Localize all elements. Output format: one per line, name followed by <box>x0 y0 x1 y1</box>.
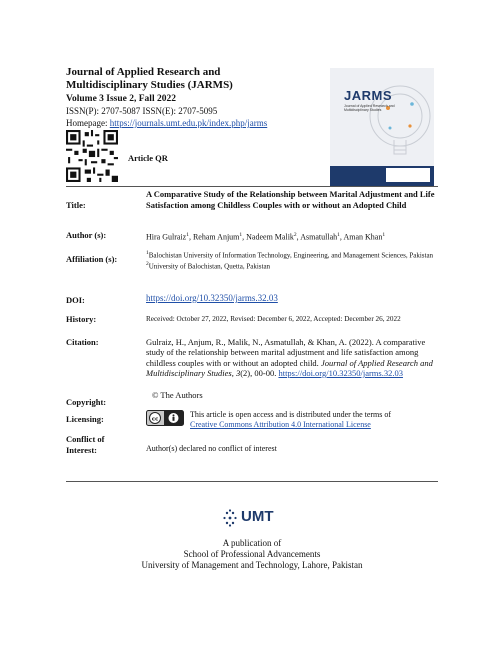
article-title: A Comparative Study of the Relationship between Marital Adjustment and Life Satisfaction among Childless Couples with or without an Adopted Child <box>146 189 435 210</box>
publisher-line-2: School of Professional Advancements <box>183 549 321 559</box>
citation-doi-link[interactable]: https://doi.org/10.32350/jarms.32.03 <box>278 367 403 378</box>
author-sup: 1 <box>239 232 243 238</box>
history-text: Received: October 27, 2022, Revised: December 6, 2022, Accepted: December 26, 2022 <box>146 315 401 323</box>
svg-text:cc: cc <box>151 416 159 423</box>
citation-journal: Journal of Applied Research and Multidisciplinary Studies <box>146 357 433 378</box>
article-qr-code <box>66 130 118 182</box>
journal-volume: Volume 3 Issue 2, Fall 2022 <box>66 94 176 104</box>
author-name: Aman Khan <box>343 232 383 242</box>
author-name: Asmatullah <box>300 232 338 242</box>
license-link[interactable]: Creative Commons Attribution 4.0 International License <box>190 420 371 429</box>
author-name: Hira Gulraiz <box>146 232 187 242</box>
author-sup: 1 <box>382 232 386 238</box>
author-sup: 1 <box>186 232 189 238</box>
journal-title: Journal of Applied Research and Multidisciplinary Studies (JARMS) <box>66 66 233 91</box>
licensing-text: This article is open access and is distributed under the terms of Creative Commons Attribution 4.0 International License <box>190 410 392 429</box>
coi-text: Author(s) declared no conflict of interest <box>146 444 277 453</box>
publisher-line-3: University of Management and Technology, Lahore, Pakistan <box>141 560 363 570</box>
homepage-link[interactable]: https://journals.umt.edu.pk/index.php/jarms <box>109 118 268 128</box>
journal-issn: ISSN(P): 2707-5087 ISSN(E): 2707-5095 <box>66 106 218 116</box>
publisher-line-1: A publication of <box>222 538 282 548</box>
author-sup: 2 <box>293 232 297 238</box>
doi-label: DOI: <box>66 295 85 305</box>
title-label: Title: <box>66 200 86 210</box>
author-list: Hira Gulraiz$^1$, Reham Anjum$^1$, Nadeem Malik$^2$, Asmatullah$^1$, Aman Khan$^1$ <box>146 232 386 242</box>
history-label: History: <box>66 314 97 324</box>
table-bottom-rule <box>66 481 438 482</box>
author-name: Nadeem Malik <box>246 232 294 242</box>
homepage-label: Homepage: <box>66 118 110 128</box>
table-top-rule <box>66 186 438 187</box>
cc-by-license-icon[interactable] <box>146 410 184 426</box>
citation-volume: 3 <box>235 367 241 378</box>
copyright-text: © The Authors <box>152 390 203 400</box>
citation-text: Gulraiz, H., Anjum, R., Malik, N., Asmatullah, & Khan, A. (2022). A comparative study of the relationship between marital adjustment and life satisfaction among childless couples with or without an adopted child. Journal of Applied Research and Multidisciplinary Studies, 3(2), 00-00. https://doi.org/10.32350/jarms.32.03 <box>146 337 433 378</box>
umt-logo-text: UMT <box>241 508 274 525</box>
author-sup: 1 <box>337 232 340 238</box>
author-name: Reham Anjum <box>192 232 240 242</box>
affiliation-item: $^2$University of Balochistan, Quetta, Pakistan <box>146 260 271 271</box>
journal-homepage <box>66 118 267 128</box>
bulb-illustration <box>330 68 434 186</box>
licensing-label: Licensing: <box>66 414 104 424</box>
article-qr-label: Article QR <box>128 153 168 163</box>
citation-label: Citation: <box>66 337 99 347</box>
doi-link[interactable]: https://doi.org/10.32350/jarms.32.03 <box>146 293 278 303</box>
cover-title: JARMS <box>344 88 393 103</box>
journal-cover-image <box>330 68 434 186</box>
affiliation-label: Affiliation (s): <box>66 254 118 264</box>
affiliation-list <box>146 249 438 271</box>
authors-label: Author (s): <box>66 230 107 240</box>
affiliation-item: $^1$Balochistan University of Information Technology, Engineering, and Management Sciences, Pakistan <box>146 250 434 260</box>
coi-label: Conflict of Interest: <box>66 434 105 455</box>
cover-subtitle: Journal of Applied Research and Multidisciplinary Studies <box>344 104 395 112</box>
copyright-label: Copyright: <box>66 397 107 407</box>
